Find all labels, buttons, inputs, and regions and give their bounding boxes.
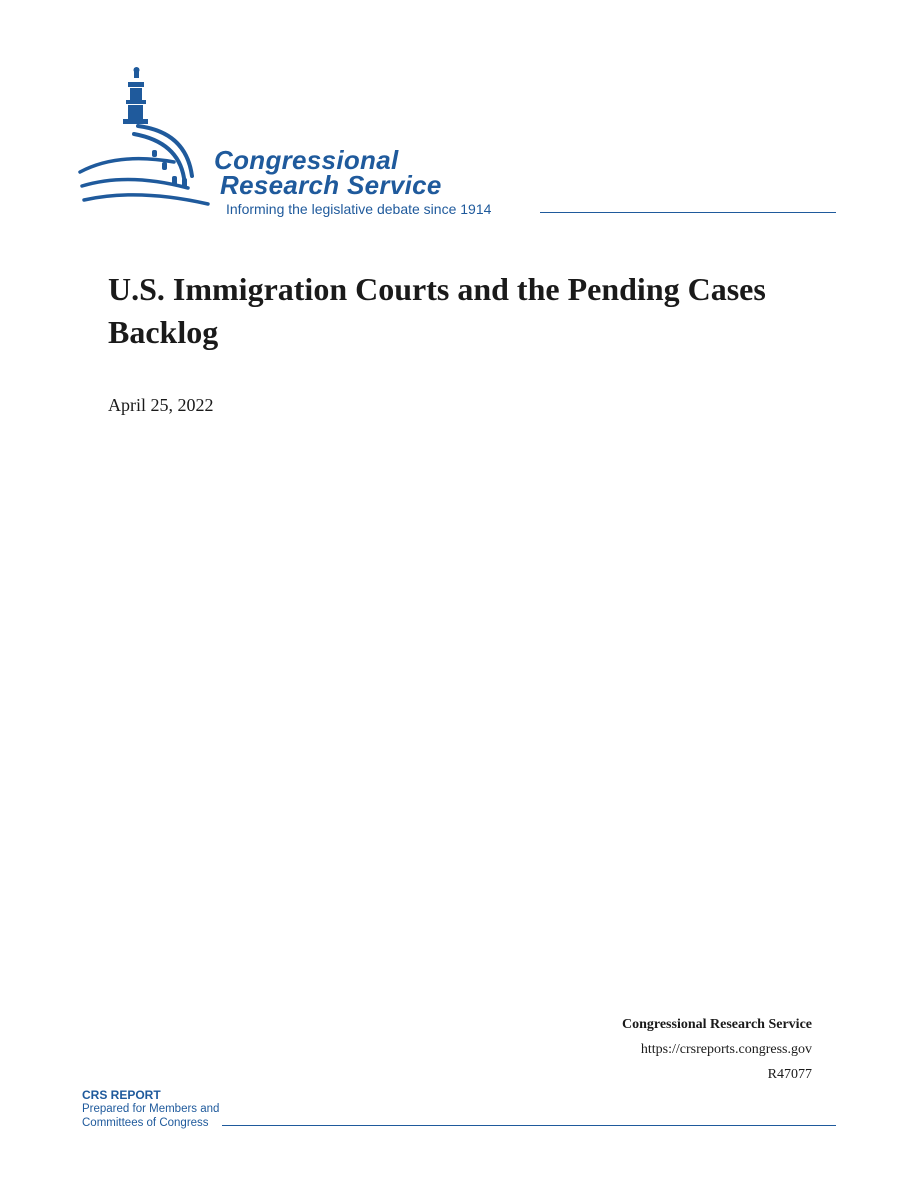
document-title: U.S. Immigration Courts and the Pending Cases Backlog (108, 271, 766, 350)
crs-logo (78, 64, 838, 224)
logo-tagline: Informing the legislative debate since 1914 (226, 201, 492, 217)
footer-block (82, 1088, 219, 1130)
logo-line-2: Research Service (220, 170, 442, 200)
publisher-name: Congressional Research Service (621, 1017, 812, 1032)
publisher-block (622, 1012, 812, 1087)
footer-line-1: Prepared for Members and (82, 1103, 220, 1115)
report-number: R47077 (767, 1067, 812, 1082)
logo-line-1: Congressional (214, 145, 399, 175)
capitol-dome-icon (78, 64, 218, 219)
footer-label: CRS REPORT (82, 1088, 161, 1102)
publisher-url[interactable]: https://crsreports.congress.gov (640, 1042, 812, 1057)
document-date: April 25, 2022 (108, 395, 214, 415)
tagline-divider (540, 212, 836, 213)
footer-divider (222, 1125, 836, 1126)
footer-line-2: Committees of Congress (82, 1117, 209, 1129)
